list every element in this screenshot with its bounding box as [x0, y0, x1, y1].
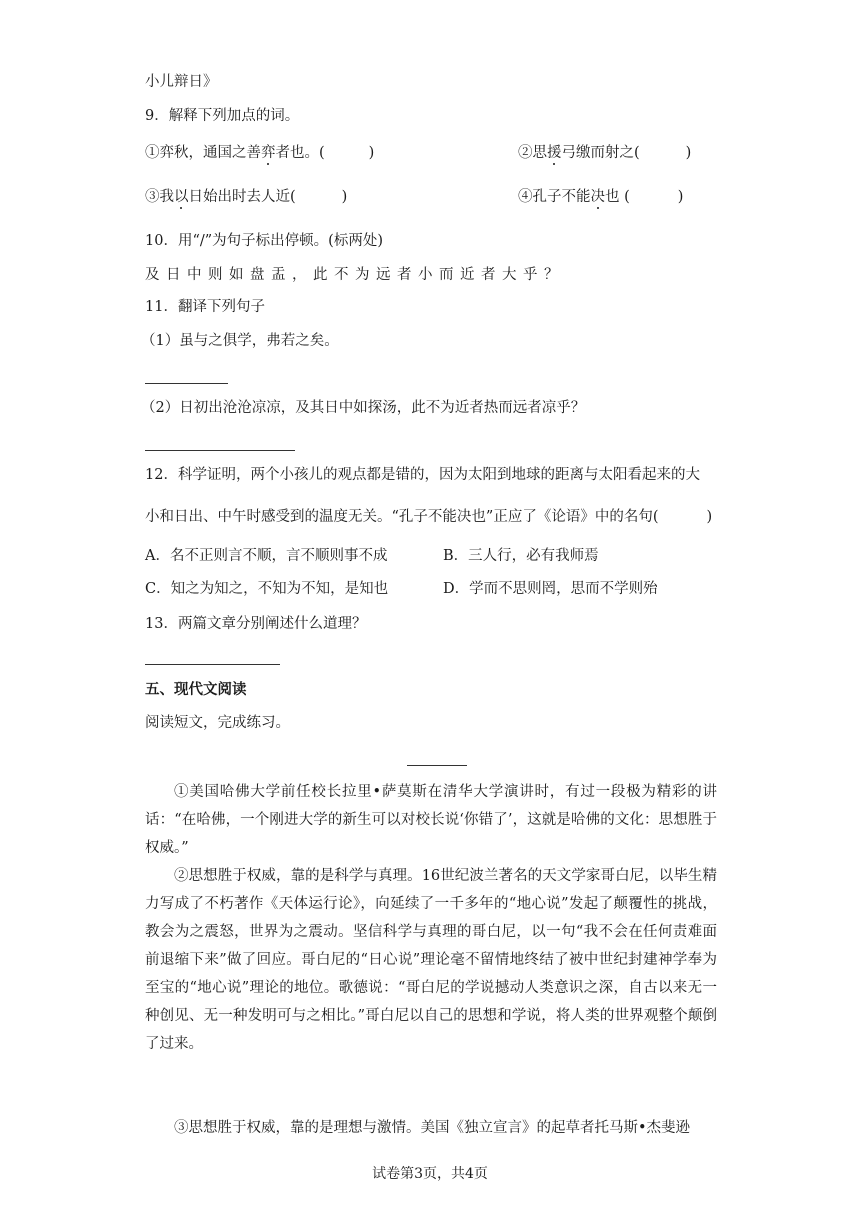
q12-option-b[interactable]: B．三人行，必有我师焉 [443, 548, 599, 564]
q10-sentence: 及日中则如盘盂，此不为远者小而近者大乎？ [145, 267, 565, 283]
page-footer: 试卷第3页，共4页 [372, 1166, 488, 1182]
q10-stem: 10．用“/”为句子标出停顿。(标两处) [145, 233, 383, 249]
q11-stem: 11．翻译下列句子 [145, 299, 265, 315]
answer-blank[interactable] [145, 450, 295, 451]
q12-option-d[interactable]: D．学而不思则罔，思而不学则殆 [443, 581, 658, 597]
q9-item-2: ②思援弓缴而射之( ) [518, 145, 692, 161]
section-title: 五、现代文阅读 [145, 682, 247, 698]
answer-blank[interactable] [145, 383, 228, 384]
top-fragment: 小儿辩日》 [145, 74, 218, 90]
q9-item-1: ①弈秋，通国之善弈者也。( ) [145, 145, 375, 161]
dotted-char: 弈 [261, 145, 276, 161]
dotted-char: 以 [174, 189, 189, 205]
q12-option-a[interactable]: A．名不正则言不顺，言不顺则事不成 [145, 548, 388, 564]
q13-stem: 13．两篇文章分别阐述什么道理？ [145, 616, 367, 632]
reading-instruction: 阅读短文，完成练习。 [145, 715, 290, 731]
passage-paragraph-3: ③思想胜于权威，靠的是理想与激情。美国《独立宣言》的起草者托马斯•杰斐逊 [174, 1120, 691, 1136]
q12-line-2: 小和日出、中午时感受到的温度无关。“孔子不能决也”正应了《论语》中的名句( ) [145, 509, 713, 525]
passage-paragraph-1: ①美国哈佛大学前任校长拉里•萨莫斯在清华大学演讲时，有过一段极为精彩的讲话：“在哈佛，一个刚进大学的新生可以对校长说‘你错了’，这就是哈佛的文化：思想胜于权威。” [145, 784, 717, 856]
q11-sentence-2: （2）日初出沧沧凉凉，及其日中如探汤，此不为近者热而远者凉乎？ [141, 400, 586, 416]
q9-stem: 9．解释下列加点的词。 [145, 108, 300, 124]
dotted-char: 决 [590, 189, 605, 205]
q11-sentence-1: （1）虽与之俱学，弗若之矣。 [141, 333, 339, 349]
q9-item-4: ④孔子不能决也 ( ) [518, 189, 684, 205]
q9-item-3: ③我以日始出时去人近( ) [145, 189, 348, 205]
passage-paragraph-2: ②思想胜于权威，靠的是科学与真理。16世纪波兰著名的天文学家哥白尼，以毕生精力写成了不朽著作《天体运行论》，向延续了一千多年的“地心说”发起了颠覆性的挑战，教会为之震怒，世界为之震动。坚信科学与真理的哥白尼，以一句“我不会在任何责难面前退缩下来”做了回应。哥白尼的“日心说”理论毫不留情地终结了被中世纪封建神学奉为至宝的“地心说”理论的地位。歌德说：“哥白尼的学说撼动人类意识之深，自古以来无一种创见、无一种发明可与之相比。”哥白尼以自己的思想和学说，将人类的世界观整个颠倒了过来。 [145, 868, 717, 1052]
answer-blank[interactable] [145, 664, 280, 665]
dotted-char: 援 [547, 145, 562, 161]
passage-title-blank[interactable] [407, 765, 467, 766]
q12-line-1: 12．科学证明，两个小孩儿的观点都是错的，因为太阳到地球的距离与太阳看起来的大 [145, 467, 700, 483]
q12-option-c[interactable]: C．知之为知之，不知为不知，是知也 [145, 581, 389, 597]
